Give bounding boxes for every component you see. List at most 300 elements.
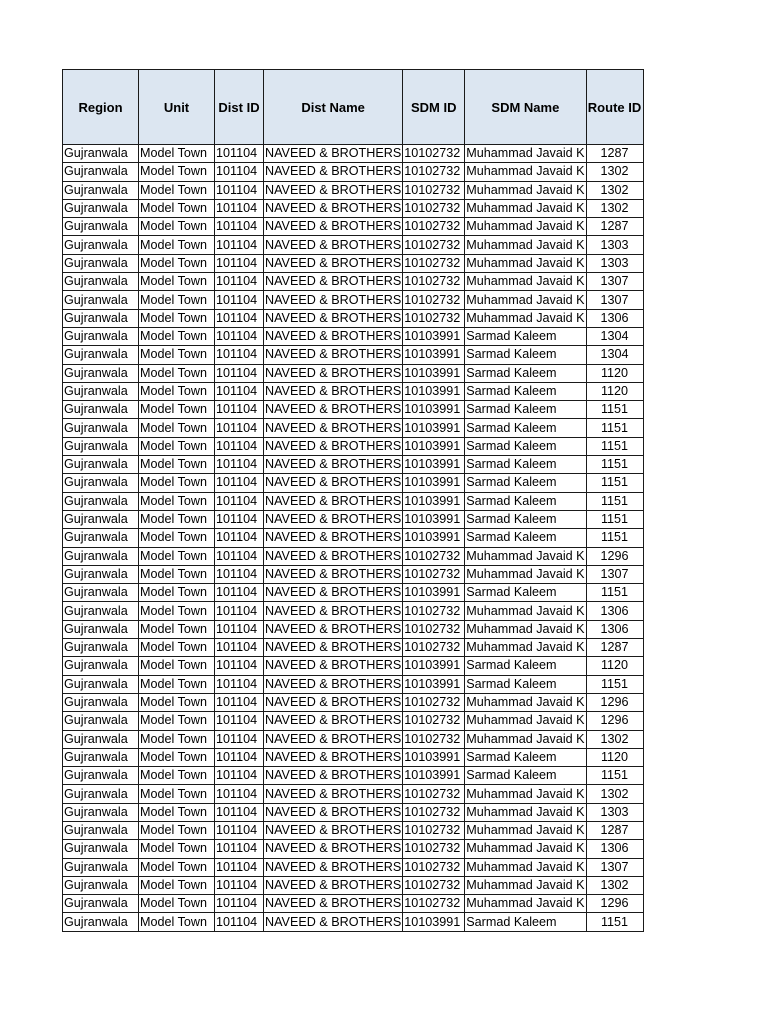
- cell-dist-id: 101104: [215, 346, 264, 364]
- cell-sdm-name: Muhammad Javaid K: [465, 840, 586, 858]
- cell-unit: Model Town: [139, 309, 215, 327]
- cell-unit: Model Town: [139, 785, 215, 803]
- cell-unit: Model Town: [139, 145, 215, 163]
- cell-sdm-id: 10102732: [403, 236, 465, 254]
- table-row: [63, 547, 644, 565]
- table-row: [63, 657, 644, 675]
- cell-region: Gujranwala: [63, 748, 139, 766]
- cell-dist-id: 101104: [215, 602, 264, 620]
- table-row: [63, 163, 644, 181]
- cell-route-id: 1151: [586, 510, 643, 528]
- cell-sdm-name: Sarmad Kaleem: [465, 675, 586, 693]
- cell-sdm-name: Muhammad Javaid K: [465, 145, 586, 163]
- cell-unit: Model Town: [139, 620, 215, 638]
- cell-sdm-id: 10102732: [403, 821, 465, 839]
- cell-dist-name: NAVEED & BROTHERS: [264, 767, 403, 785]
- table-row: [63, 327, 644, 345]
- cell-dist-name: NAVEED & BROTHERS: [264, 474, 403, 492]
- cell-dist-name: NAVEED & BROTHERS: [264, 437, 403, 455]
- cell-route-id: 1302: [586, 876, 643, 894]
- cell-sdm-name: Muhammad Javaid K: [465, 547, 586, 565]
- table-row: [63, 895, 644, 913]
- cell-dist-name: NAVEED & BROTHERS: [264, 492, 403, 510]
- cell-sdm-id: 10103991: [403, 401, 465, 419]
- cell-dist-id: 101104: [215, 364, 264, 382]
- table-header: [63, 70, 644, 145]
- cell-route-id: 1306: [586, 620, 643, 638]
- cell-route-id: 1302: [586, 163, 643, 181]
- cell-route-id: 1151: [586, 492, 643, 510]
- cell-sdm-id: 10103991: [403, 437, 465, 455]
- header-sdm-id: SDM ID: [403, 70, 465, 145]
- cell-sdm-id: 10102732: [403, 565, 465, 583]
- cell-sdm-id: 10102732: [403, 218, 465, 236]
- table-row: [63, 181, 644, 199]
- cell-region: Gujranwala: [63, 675, 139, 693]
- table-row: [63, 584, 644, 602]
- cell-dist-id: 101104: [215, 693, 264, 711]
- cell-dist-name: NAVEED & BROTHERS: [264, 181, 403, 199]
- cell-route-id: 1151: [586, 401, 643, 419]
- cell-sdm-name: Sarmad Kaleem: [465, 510, 586, 528]
- header-region: Region: [63, 70, 139, 145]
- cell-region: Gujranwala: [63, 254, 139, 272]
- cell-route-id: 1307: [586, 565, 643, 583]
- header-row: [63, 70, 644, 145]
- cell-dist-name: NAVEED & BROTHERS: [264, 401, 403, 419]
- cell-region: Gujranwala: [63, 584, 139, 602]
- cell-dist-id: 101104: [215, 492, 264, 510]
- cell-dist-id: 101104: [215, 895, 264, 913]
- cell-sdm-name: Muhammad Javaid K: [465, 602, 586, 620]
- cell-unit: Model Town: [139, 529, 215, 547]
- cell-unit: Model Town: [139, 364, 215, 382]
- cell-dist-id: 101104: [215, 236, 264, 254]
- cell-dist-id: 101104: [215, 803, 264, 821]
- cell-region: Gujranwala: [63, 785, 139, 803]
- cell-route-id: 1296: [586, 712, 643, 730]
- cell-unit: Model Town: [139, 254, 215, 272]
- cell-dist-name: NAVEED & BROTHERS: [264, 712, 403, 730]
- cell-dist-id: 101104: [215, 565, 264, 583]
- table-row: [63, 291, 644, 309]
- cell-sdm-name: Muhammad Javaid K: [465, 236, 586, 254]
- cell-region: Gujranwala: [63, 876, 139, 894]
- cell-dist-id: 101104: [215, 876, 264, 894]
- table-row: [63, 785, 644, 803]
- cell-sdm-id: 10103991: [403, 419, 465, 437]
- cell-route-id: 1120: [586, 748, 643, 766]
- cell-sdm-id: 10103991: [403, 346, 465, 364]
- cell-sdm-name: Sarmad Kaleem: [465, 346, 586, 364]
- cell-region: Gujranwala: [63, 492, 139, 510]
- table-row: [63, 456, 644, 474]
- header-dist-id: Dist ID: [215, 70, 264, 145]
- cell-dist-id: 101104: [215, 254, 264, 272]
- cell-dist-id: 101104: [215, 382, 264, 400]
- cell-sdm-id: 10102732: [403, 145, 465, 163]
- cell-region: Gujranwala: [63, 346, 139, 364]
- cell-unit: Model Town: [139, 876, 215, 894]
- table-row: [63, 803, 644, 821]
- cell-dist-name: NAVEED & BROTHERS: [264, 803, 403, 821]
- cell-dist-name: NAVEED & BROTHERS: [264, 254, 403, 272]
- cell-sdm-id: 10102732: [403, 785, 465, 803]
- cell-dist-id: 101104: [215, 456, 264, 474]
- cell-unit: Model Town: [139, 730, 215, 748]
- cell-sdm-id: 10102732: [403, 254, 465, 272]
- table-row: [63, 273, 644, 291]
- cell-sdm-name: Muhammad Javaid K: [465, 639, 586, 657]
- cell-sdm-name: Sarmad Kaleem: [465, 382, 586, 400]
- cell-route-id: 1151: [586, 419, 643, 437]
- cell-sdm-id: 10102732: [403, 803, 465, 821]
- cell-dist-id: 101104: [215, 730, 264, 748]
- cell-region: Gujranwala: [63, 437, 139, 455]
- cell-unit: Model Town: [139, 767, 215, 785]
- cell-sdm-name: Sarmad Kaleem: [465, 748, 586, 766]
- cell-region: Gujranwala: [63, 419, 139, 437]
- cell-route-id: 1296: [586, 895, 643, 913]
- cell-dist-name: NAVEED & BROTHERS: [264, 529, 403, 547]
- cell-route-id: 1306: [586, 840, 643, 858]
- header-sdm-name: SDM Name: [465, 70, 586, 145]
- cell-route-id: 1302: [586, 181, 643, 199]
- cell-dist-id: 101104: [215, 291, 264, 309]
- cell-region: Gujranwala: [63, 364, 139, 382]
- cell-route-id: 1151: [586, 584, 643, 602]
- cell-dist-id: 101104: [215, 675, 264, 693]
- cell-unit: Model Town: [139, 913, 215, 931]
- cell-sdm-id: 10102732: [403, 547, 465, 565]
- cell-unit: Model Town: [139, 803, 215, 821]
- cell-sdm-id: 10103991: [403, 364, 465, 382]
- cell-sdm-name: Muhammad Javaid K: [465, 565, 586, 583]
- cell-sdm-name: Muhammad Javaid K: [465, 730, 586, 748]
- cell-sdm-id: 10102732: [403, 620, 465, 638]
- table-row: [63, 218, 644, 236]
- cell-sdm-name: Muhammad Javaid K: [465, 309, 586, 327]
- cell-sdm-id: 10103991: [403, 529, 465, 547]
- table-row: [63, 639, 644, 657]
- cell-sdm-id: 10102732: [403, 309, 465, 327]
- cell-dist-name: NAVEED & BROTHERS: [264, 456, 403, 474]
- table-row: [63, 876, 644, 894]
- cell-dist-id: 101104: [215, 401, 264, 419]
- cell-route-id: 1151: [586, 529, 643, 547]
- cell-dist-name: NAVEED & BROTHERS: [264, 273, 403, 291]
- cell-sdm-id: 10102732: [403, 693, 465, 711]
- cell-region: Gujranwala: [63, 730, 139, 748]
- cell-unit: Model Town: [139, 401, 215, 419]
- cell-unit: Model Town: [139, 199, 215, 217]
- table-row: [63, 145, 644, 163]
- cell-dist-name: NAVEED & BROTHERS: [264, 547, 403, 565]
- table-row: [63, 382, 644, 400]
- cell-route-id: 1151: [586, 437, 643, 455]
- cell-unit: Model Town: [139, 840, 215, 858]
- distribution-table: [62, 69, 644, 932]
- cell-unit: Model Town: [139, 346, 215, 364]
- cell-route-id: 1307: [586, 291, 643, 309]
- cell-sdm-name: Sarmad Kaleem: [465, 401, 586, 419]
- cell-route-id: 1303: [586, 803, 643, 821]
- cell-unit: Model Town: [139, 712, 215, 730]
- cell-unit: Model Town: [139, 821, 215, 839]
- table-row: [63, 346, 644, 364]
- cell-dist-name: NAVEED & BROTHERS: [264, 730, 403, 748]
- cell-route-id: 1304: [586, 327, 643, 345]
- header-dist-name: Dist Name: [264, 70, 403, 145]
- cell-route-id: 1307: [586, 858, 643, 876]
- table-row: [63, 712, 644, 730]
- cell-unit: Model Town: [139, 437, 215, 455]
- table-row: [63, 840, 644, 858]
- cell-dist-name: NAVEED & BROTHERS: [264, 785, 403, 803]
- cell-dist-name: NAVEED & BROTHERS: [264, 913, 403, 931]
- cell-dist-id: 101104: [215, 785, 264, 803]
- table-row: [63, 675, 644, 693]
- cell-route-id: 1296: [586, 547, 643, 565]
- cell-dist-id: 101104: [215, 218, 264, 236]
- cell-dist-name: NAVEED & BROTHERS: [264, 895, 403, 913]
- cell-sdm-name: Muhammad Javaid K: [465, 620, 586, 638]
- cell-unit: Model Town: [139, 895, 215, 913]
- cell-route-id: 1306: [586, 602, 643, 620]
- table-row: [63, 913, 644, 931]
- header-unit: Unit: [139, 70, 215, 145]
- cell-region: Gujranwala: [63, 401, 139, 419]
- cell-sdm-name: Muhammad Javaid K: [465, 254, 586, 272]
- cell-sdm-id: 10102732: [403, 163, 465, 181]
- cell-region: Gujranwala: [63, 163, 139, 181]
- cell-dist-name: NAVEED & BROTHERS: [264, 346, 403, 364]
- cell-sdm-id: 10103991: [403, 748, 465, 766]
- cell-region: Gujranwala: [63, 456, 139, 474]
- cell-dist-name: NAVEED & BROTHERS: [264, 565, 403, 583]
- cell-unit: Model Town: [139, 858, 215, 876]
- cell-region: Gujranwala: [63, 145, 139, 163]
- cell-dist-id: 101104: [215, 657, 264, 675]
- cell-dist-id: 101104: [215, 639, 264, 657]
- cell-dist-name: NAVEED & BROTHERS: [264, 602, 403, 620]
- cell-unit: Model Town: [139, 291, 215, 309]
- cell-dist-id: 101104: [215, 309, 264, 327]
- cell-sdm-id: 10102732: [403, 840, 465, 858]
- cell-route-id: 1303: [586, 236, 643, 254]
- cell-dist-id: 101104: [215, 199, 264, 217]
- cell-sdm-name: Sarmad Kaleem: [465, 584, 586, 602]
- cell-sdm-id: 10102732: [403, 291, 465, 309]
- cell-sdm-name: Sarmad Kaleem: [465, 492, 586, 510]
- cell-route-id: 1302: [586, 730, 643, 748]
- cell-sdm-name: Sarmad Kaleem: [465, 456, 586, 474]
- cell-route-id: 1151: [586, 913, 643, 931]
- cell-region: Gujranwala: [63, 291, 139, 309]
- cell-dist-id: 101104: [215, 858, 264, 876]
- cell-dist-name: NAVEED & BROTHERS: [264, 675, 403, 693]
- cell-sdm-id: 10102732: [403, 712, 465, 730]
- cell-unit: Model Town: [139, 236, 215, 254]
- table-row: [63, 767, 644, 785]
- cell-sdm-name: Sarmad Kaleem: [465, 364, 586, 382]
- table-row: [63, 401, 644, 419]
- cell-sdm-id: 10103991: [403, 675, 465, 693]
- cell-sdm-id: 10102732: [403, 273, 465, 291]
- cell-route-id: 1151: [586, 456, 643, 474]
- cell-dist-name: NAVEED & BROTHERS: [264, 693, 403, 711]
- cell-route-id: 1151: [586, 474, 643, 492]
- cell-sdm-name: Muhammad Javaid K: [465, 218, 586, 236]
- cell-region: Gujranwala: [63, 840, 139, 858]
- table-row: [63, 236, 644, 254]
- cell-route-id: 1307: [586, 273, 643, 291]
- cell-sdm-name: Muhammad Javaid K: [465, 199, 586, 217]
- cell-unit: Model Town: [139, 163, 215, 181]
- table-row: [63, 565, 644, 583]
- cell-dist-name: NAVEED & BROTHERS: [264, 657, 403, 675]
- cell-sdm-name: Sarmad Kaleem: [465, 327, 586, 345]
- table-row: [63, 602, 644, 620]
- cell-region: Gujranwala: [63, 858, 139, 876]
- cell-region: Gujranwala: [63, 529, 139, 547]
- table-row: [63, 419, 644, 437]
- cell-sdm-name: Muhammad Javaid K: [465, 803, 586, 821]
- cell-region: Gujranwala: [63, 273, 139, 291]
- cell-dist-name: NAVEED & BROTHERS: [264, 858, 403, 876]
- cell-region: Gujranwala: [63, 309, 139, 327]
- cell-route-id: 1287: [586, 145, 643, 163]
- cell-dist-name: NAVEED & BROTHERS: [264, 584, 403, 602]
- cell-sdm-id: 10103991: [403, 474, 465, 492]
- cell-dist-name: NAVEED & BROTHERS: [264, 840, 403, 858]
- cell-sdm-name: Muhammad Javaid K: [465, 291, 586, 309]
- cell-dist-id: 101104: [215, 437, 264, 455]
- cell-sdm-id: 10103991: [403, 492, 465, 510]
- cell-dist-id: 101104: [215, 584, 264, 602]
- cell-sdm-name: Muhammad Javaid K: [465, 876, 586, 894]
- cell-unit: Model Town: [139, 456, 215, 474]
- cell-region: Gujranwala: [63, 657, 139, 675]
- cell-region: Gujranwala: [63, 767, 139, 785]
- cell-unit: Model Town: [139, 419, 215, 437]
- table-row: [63, 492, 644, 510]
- cell-sdm-name: Sarmad Kaleem: [465, 913, 586, 931]
- cell-dist-name: NAVEED & BROTHERS: [264, 145, 403, 163]
- cell-route-id: 1304: [586, 346, 643, 364]
- cell-route-id: 1302: [586, 785, 643, 803]
- cell-route-id: 1287: [586, 218, 643, 236]
- cell-sdm-id: 10102732: [403, 858, 465, 876]
- cell-route-id: 1151: [586, 675, 643, 693]
- cell-sdm-name: Sarmad Kaleem: [465, 419, 586, 437]
- cell-sdm-id: 10103991: [403, 767, 465, 785]
- cell-dist-name: NAVEED & BROTHERS: [264, 382, 403, 400]
- cell-unit: Model Town: [139, 639, 215, 657]
- cell-dist-id: 101104: [215, 913, 264, 931]
- cell-dist-name: NAVEED & BROTHERS: [264, 748, 403, 766]
- cell-dist-name: NAVEED & BROTHERS: [264, 327, 403, 345]
- cell-unit: Model Town: [139, 602, 215, 620]
- cell-dist-name: NAVEED & BROTHERS: [264, 236, 403, 254]
- cell-sdm-id: 10103991: [403, 913, 465, 931]
- cell-dist-id: 101104: [215, 712, 264, 730]
- cell-dist-id: 101104: [215, 748, 264, 766]
- cell-sdm-name: Muhammad Javaid K: [465, 712, 586, 730]
- cell-unit: Model Town: [139, 181, 215, 199]
- cell-sdm-id: 10102732: [403, 199, 465, 217]
- cell-region: Gujranwala: [63, 712, 139, 730]
- cell-region: Gujranwala: [63, 236, 139, 254]
- cell-sdm-id: 10103991: [403, 327, 465, 345]
- cell-sdm-name: Sarmad Kaleem: [465, 657, 586, 675]
- cell-region: Gujranwala: [63, 199, 139, 217]
- cell-sdm-id: 10102732: [403, 730, 465, 748]
- cell-sdm-id: 10102732: [403, 639, 465, 657]
- cell-unit: Model Town: [139, 675, 215, 693]
- table-row: [63, 199, 644, 217]
- cell-sdm-id: 10102732: [403, 876, 465, 894]
- cell-sdm-name: Muhammad Javaid K: [465, 858, 586, 876]
- cell-dist-name: NAVEED & BROTHERS: [264, 510, 403, 528]
- cell-dist-name: NAVEED & BROTHERS: [264, 639, 403, 657]
- cell-region: Gujranwala: [63, 693, 139, 711]
- cell-region: Gujranwala: [63, 602, 139, 620]
- cell-region: Gujranwala: [63, 639, 139, 657]
- cell-route-id: 1287: [586, 639, 643, 657]
- cell-unit: Model Town: [139, 748, 215, 766]
- cell-route-id: 1120: [586, 364, 643, 382]
- table-row: [63, 474, 644, 492]
- cell-sdm-name: Muhammad Javaid K: [465, 895, 586, 913]
- cell-sdm-id: 10103991: [403, 657, 465, 675]
- cell-dist-id: 101104: [215, 273, 264, 291]
- cell-region: Gujranwala: [63, 327, 139, 345]
- cell-sdm-id: 10102732: [403, 602, 465, 620]
- cell-unit: Model Town: [139, 474, 215, 492]
- cell-region: Gujranwala: [63, 821, 139, 839]
- cell-sdm-name: Muhammad Javaid K: [465, 273, 586, 291]
- cell-dist-name: NAVEED & BROTHERS: [264, 199, 403, 217]
- table-row: [63, 529, 644, 547]
- cell-dist-name: NAVEED & BROTHERS: [264, 291, 403, 309]
- cell-dist-name: NAVEED & BROTHERS: [264, 419, 403, 437]
- cell-dist-id: 101104: [215, 821, 264, 839]
- cell-dist-id: 101104: [215, 163, 264, 181]
- cell-dist-name: NAVEED & BROTHERS: [264, 309, 403, 327]
- table-body: [63, 145, 644, 932]
- cell-route-id: 1296: [586, 693, 643, 711]
- cell-unit: Model Town: [139, 584, 215, 602]
- cell-dist-id: 101104: [215, 181, 264, 199]
- cell-dist-id: 101104: [215, 840, 264, 858]
- table-row: [63, 858, 644, 876]
- cell-sdm-id: 10102732: [403, 181, 465, 199]
- cell-region: Gujranwala: [63, 382, 139, 400]
- cell-route-id: 1151: [586, 767, 643, 785]
- cell-unit: Model Town: [139, 657, 215, 675]
- cell-dist-name: NAVEED & BROTHERS: [264, 218, 403, 236]
- cell-region: Gujranwala: [63, 510, 139, 528]
- cell-route-id: 1120: [586, 657, 643, 675]
- cell-dist-id: 101104: [215, 474, 264, 492]
- cell-unit: Model Town: [139, 547, 215, 565]
- cell-dist-name: NAVEED & BROTHERS: [264, 876, 403, 894]
- table-row: [63, 620, 644, 638]
- cell-region: Gujranwala: [63, 565, 139, 583]
- cell-unit: Model Town: [139, 382, 215, 400]
- cell-unit: Model Town: [139, 565, 215, 583]
